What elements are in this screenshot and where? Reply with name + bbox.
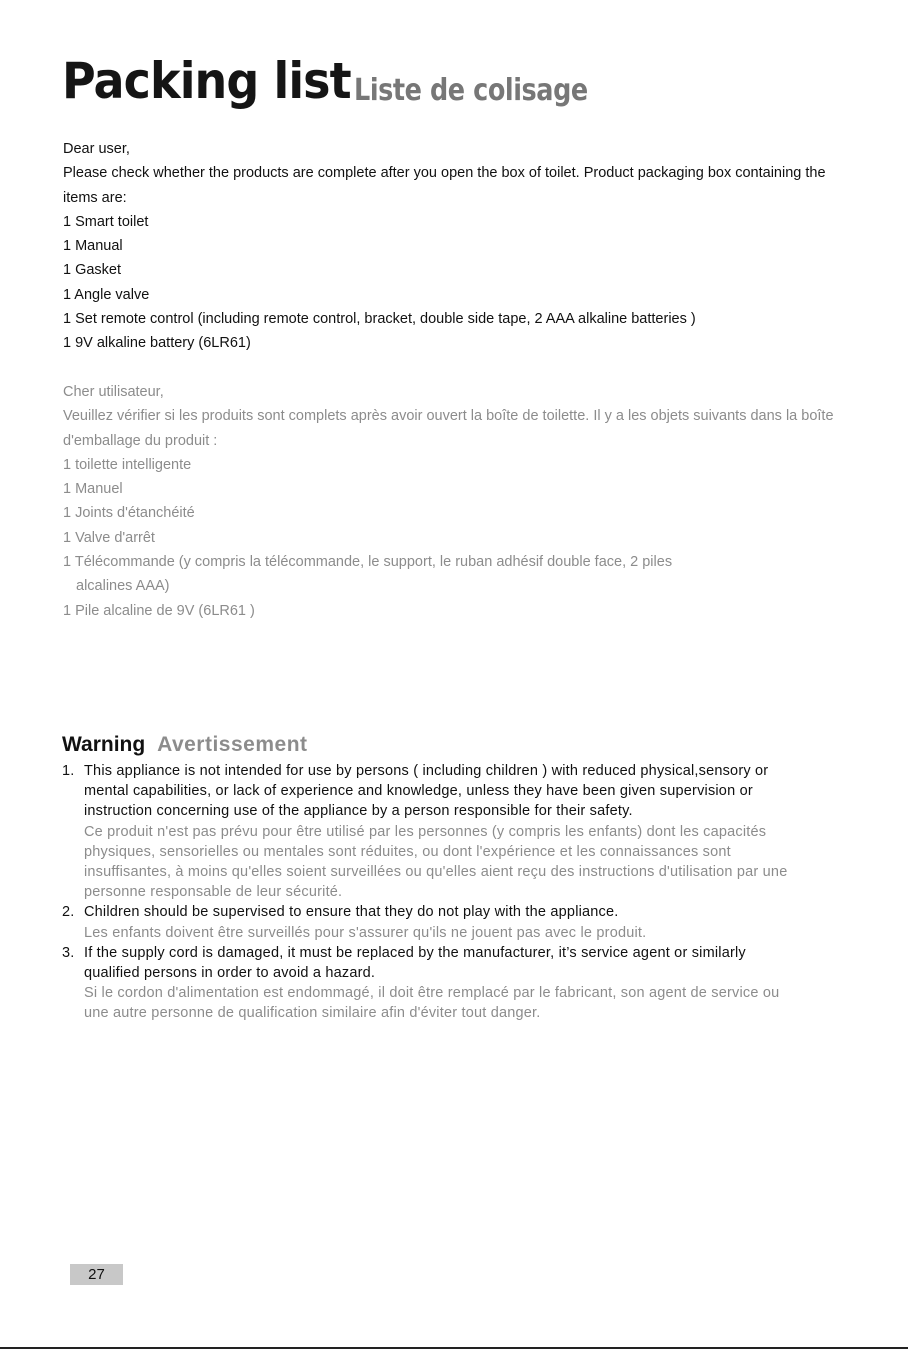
- title-french: Liste de colisage: [354, 73, 588, 108]
- list-item: 1 Manual: [63, 238, 123, 255]
- intro-line: Veuillez vérifier si les produits sont complets après avoir ouvert la boîte de toilette. Il y a les objets suivants dans la boîte: [63, 408, 834, 425]
- list-item: 1 toilette intelligente: [63, 456, 192, 473]
- warning-item-number: 1.: [62, 763, 75, 779]
- warning-item: [62, 902, 862, 942]
- warning-text-english: qualified persons in order to avoid a hazard.: [84, 965, 376, 982]
- page-number: 27: [70, 1264, 123, 1285]
- greeting: Cher utilisateur,: [63, 384, 164, 400]
- warning-text-french: Les enfants doivent être surveillés pour s'assurer qu'ils ne jouent pas avec le produit.: [84, 924, 647, 941]
- list-item: 1 Pile alcaline de 9V (6LR61 ): [63, 602, 255, 619]
- warning-text-french: personne responsable de leur sécurité.: [84, 884, 343, 901]
- list-item-continued: alcalines AAA): [76, 578, 170, 595]
- warning-text-french: une autre personne de qualification similaire afin d'éviter tout danger.: [84, 1005, 541, 1022]
- intro-line: items are:: [63, 189, 127, 206]
- warning-heading-english: Warning: [62, 733, 146, 756]
- warning-item: [62, 943, 862, 1024]
- list-item: 1 Joints d'étanchéité: [63, 505, 195, 522]
- list-item: 1 Smart toilet: [63, 213, 149, 230]
- warning-item: [62, 761, 862, 902]
- list-item: 1 9V alkaline battery (6LR61): [63, 335, 251, 352]
- greeting: Dear user,: [63, 141, 130, 157]
- warning-text-french: Si le cordon d'alimentation est endommagé, il doit être remplacé par le fabricant, son agent de service ou: [84, 985, 780, 1002]
- warning-text-english: Children should be supervised to ensure that they do not play with the appliance.: [84, 904, 619, 921]
- warning-item-number: 2.: [62, 904, 75, 921]
- warning-heading-french: Avertissement: [157, 733, 308, 756]
- page-title: [62, 52, 588, 110]
- warning-heading: [62, 733, 308, 757]
- warning-item-number: 3.: [62, 944, 75, 961]
- warning-text-french: insuffisantes, à moins qu'elles soient surveillées ou qu'elles aient reçu des instructions d'utilisation par une: [84, 864, 788, 881]
- warning-text-english: If the supply cord is damaged, it must be replaced by the manufacturer, it’s service agent or similarly: [84, 944, 746, 961]
- list-item: 1 Manuel: [63, 481, 123, 498]
- list-item: 1 Angle valve: [63, 286, 150, 303]
- list-item: 1 Valve d'arrêt: [63, 529, 155, 546]
- title-english: Packing list: [62, 52, 351, 110]
- intro-line: Please check whether the products are complete after you open the box of toilet. Product packaging box containing the: [63, 165, 826, 182]
- warning-list: [62, 761, 862, 1024]
- packing-list-english: [63, 137, 863, 356]
- warning-text-french: Ce produit n'est pas prévu pour être utilisé par les personnes (y compris les enfants) dont les capacités: [84, 823, 767, 840]
- warning-text-english: mental capabilities, or lack of experience and knowledge, unless they have been given supervision or: [84, 783, 753, 800]
- packing-list-french: [63, 380, 863, 623]
- list-item: 1 Télécommande (y compris la télécommande, le support, le ruban adhésif double face, 2 piles: [63, 554, 673, 571]
- warning-text-english: This appliance is not intended for use by persons ( including children ) with reduced physical,sensory or: [84, 763, 769, 779]
- list-item: 1 Set remote control (including remote control, bracket, double side tape, 2 AAA alkaline batteries ): [63, 311, 696, 328]
- list-item: 1 Gasket: [63, 262, 122, 279]
- intro-line: d'emballage du produit :: [63, 432, 218, 449]
- warning-text-french: physiques, sensorielles ou mentales sont réduites, ou dont l'expérience et les connaissances sont: [84, 843, 731, 860]
- warning-text-english: instruction concerning use of the appliance by a person responsible for their safety.: [84, 803, 633, 820]
